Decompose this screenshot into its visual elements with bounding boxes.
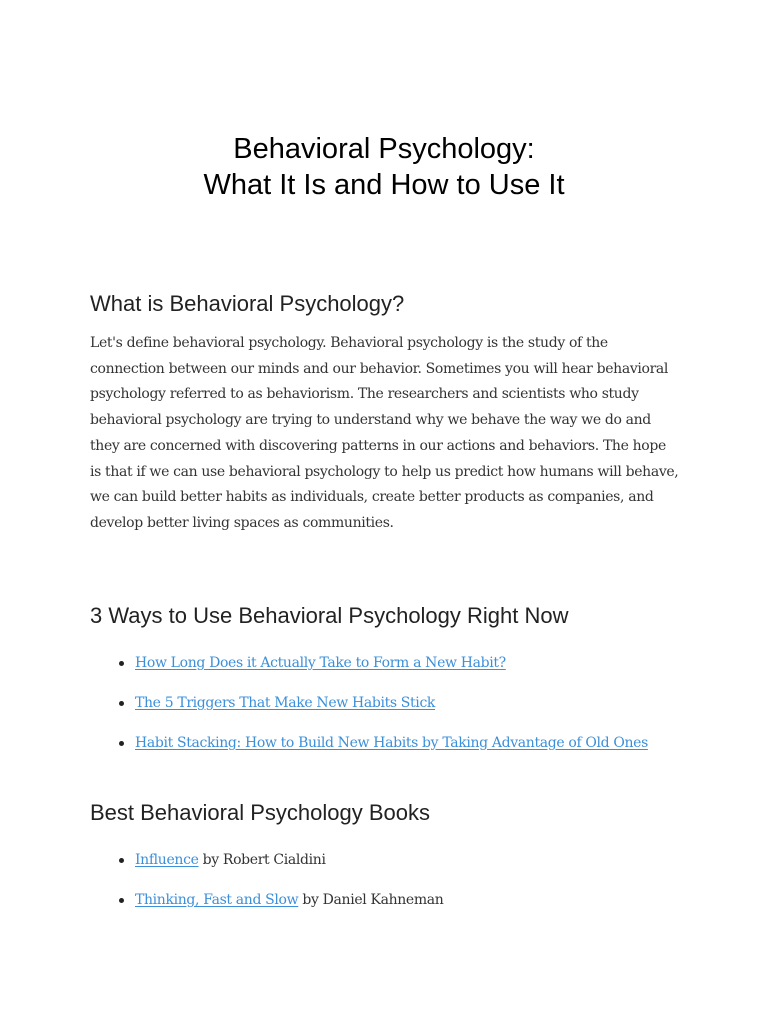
- bullet-icon: [119, 701, 124, 706]
- page-title-line-1: Behavioral Psychology:: [233, 133, 535, 165]
- link-form-new-habit[interactable]: How Long Does it Actually Take to Form a New Habit?: [135, 655, 506, 671]
- book-author: by Daniel Kahneman: [298, 892, 444, 908]
- bullet-icon: [119, 898, 124, 903]
- page-title: [0, 131, 768, 203]
- book-author: by Robert Cialdini: [198, 852, 326, 868]
- list-item: [90, 693, 648, 733]
- link-book-influence[interactable]: Influence: [135, 852, 199, 868]
- link-book-thinking-fast-slow[interactable]: Thinking, Fast and Slow: [135, 892, 299, 908]
- section-heading-ways: 3 Ways to Use Behavioral Psychology Right Now: [90, 603, 569, 628]
- ways-list: [90, 653, 648, 773]
- bullet-icon: [119, 741, 124, 746]
- bullet-icon: [119, 661, 124, 666]
- list-item: [90, 653, 648, 693]
- link-5-triggers[interactable]: The 5 Triggers That Make New Habits Stick: [135, 695, 436, 711]
- section-heading-books: Best Behavioral Psychology Books: [90, 800, 430, 825]
- section-heading-what-is: What is Behavioral Psychology?: [90, 291, 405, 316]
- list-item: [90, 850, 443, 890]
- intro-paragraph: Let's define behavioral psychology. Behavioral psychology is the study of the connection between our minds and our behavior. Sometimes you will hear behavioral psychology referred to as behaviorism. The researchers and scientists who study behavioral psychology are trying to understand why we behave the way we do and they are concerned with discovering patterns in our actions and behaviors. The hope is that if we can use behavioral psychology to help us predict how humans will behave, we can build better habits as individuals, create better products as companies, and develop better living spaces as communities.: [90, 335, 679, 531]
- list-item: [90, 733, 648, 773]
- page-title-line-2: What It Is and How to Use It: [203, 169, 565, 201]
- bullet-icon: [119, 858, 124, 863]
- books-list: [90, 850, 443, 930]
- link-habit-stacking[interactable]: Habit Stacking: How to Build New Habits by Taking Advantage of Old Ones: [135, 735, 648, 751]
- list-item: [90, 890, 443, 930]
